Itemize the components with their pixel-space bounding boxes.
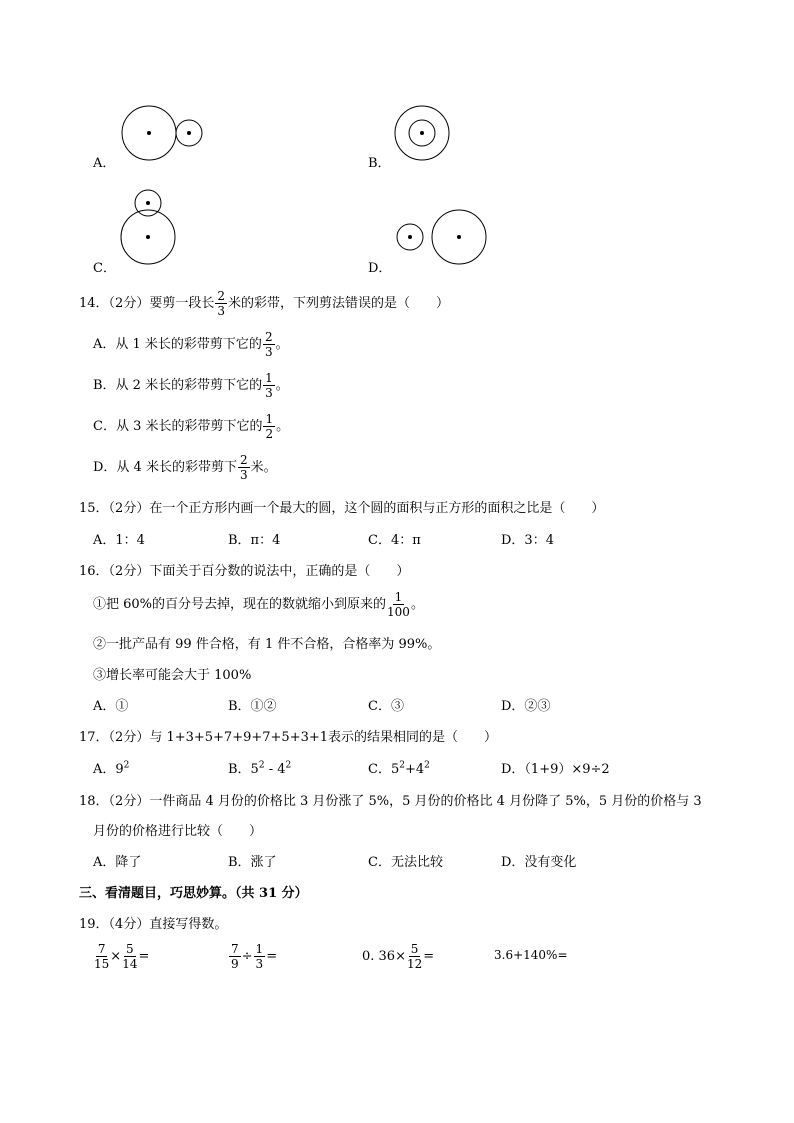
q14-option-a: A．从 1 米长的彩带剪下它的 $\frac{2}{3}$ 。 xyxy=(93,330,289,359)
q18-option-d: D．没有变化 xyxy=(501,855,577,870)
q15-option-b: B．π：4 xyxy=(228,533,281,548)
q19-expression-1: $\frac{7}{15}$ × $\frac{5}{14}$ = xyxy=(94,942,150,971)
option-b-figure xyxy=(395,106,449,160)
q15-stem: 15．（2分）在一个正方形内画一个最大的圆，这个圆的面积与正方形的面积之比是（ ） xyxy=(79,501,605,516)
q17-option-a: A．$9^2$ xyxy=(93,760,130,777)
q17-option-b: B．$5^2 - 4^2$ xyxy=(228,760,292,777)
q13-option-b-label: B． xyxy=(368,156,391,171)
q18-option-a: A．降了 xyxy=(93,855,142,870)
q15-option-d: D．3：4 xyxy=(501,533,554,548)
q13-figures xyxy=(0,0,794,290)
q16-option-a: A．① xyxy=(93,699,129,714)
option-d-figure xyxy=(397,210,486,264)
q16-statement-1: ①把 60%的百分号去掉，现在的数就缩小到原来的 $\frac{1}{100}$ 。 xyxy=(93,590,424,619)
center-dot xyxy=(457,235,461,239)
q18-option-b: B．涨了 xyxy=(228,855,277,870)
q18-option-c: C．无法比较 xyxy=(368,855,443,870)
option-a-figure xyxy=(122,106,202,160)
fraction: $\frac{2}{3}$ xyxy=(217,289,225,318)
q16-option-d: D．②③ xyxy=(501,699,551,714)
q14-option-d: D．从 4 米长的彩带剪下 $\frac{2}{3}$ 米。 xyxy=(93,453,277,482)
q15-option-c: C．4：π xyxy=(368,533,421,548)
q19-expression-4: 3.6+140%= xyxy=(494,948,568,962)
fraction: $\frac{7}{9}$ xyxy=(231,942,239,971)
option-c-figure xyxy=(121,190,175,264)
q17-stem: 17．（2分）与 1+3+5+7+9+7+5+3+1表示的结果相同的是（ ） xyxy=(79,730,498,745)
fraction: $\frac{5}{14}$ xyxy=(122,942,138,971)
center-dot xyxy=(420,131,424,135)
fraction: $\frac{7}{15}$ xyxy=(94,942,110,971)
fraction: $\frac{1}{3}$ xyxy=(255,942,264,971)
center-dot xyxy=(147,131,151,135)
q19-stem: 19．（4分）直接写得数。 xyxy=(79,917,228,932)
q14-stem: 14．（2分）要剪一段长 $\frac{2}{3}$ 米的彩带，下列剪法错误的是（ ） xyxy=(79,289,449,318)
fraction: $\frac{2}{3}$ xyxy=(264,330,273,359)
q19-expression-3: 0. 36× $\frac{5}{12}$ = xyxy=(362,942,435,971)
fraction: $\frac{5}{12}$ xyxy=(406,942,423,971)
q16-stem: 16．（2分）下面关于百分数的说法中，正确的是（ ） xyxy=(79,564,410,579)
q16-option-b: B．①② xyxy=(228,699,277,714)
q14-option-b: B．从 2 米长的彩带剪下它的 $\frac{1}{3}$ 。 xyxy=(93,371,289,400)
q18-stem-line2: 月份的价格进行比较（ ） xyxy=(93,824,263,839)
q18-stem-line1: 18．（2分）一件商品 4 月份的价格比 3 月份涨了 5%，5 月份的价格比 4 月份降了 5%，5 月份的价格与 3 xyxy=(79,794,702,809)
q15-option-a: A．1：4 xyxy=(93,533,145,548)
q17-option-c: C．$5^2+4^2$ xyxy=(368,760,430,777)
fraction: $\frac{1}{2}$ xyxy=(265,412,274,441)
center-dot xyxy=(187,131,191,135)
q19-expression-2: $\frac{7}{9}$ ÷ $\frac{1}{3}$ = xyxy=(231,942,278,971)
q16-option-c: C．③ xyxy=(368,699,404,714)
q13-option-d-label: D． xyxy=(368,261,392,276)
section-3-title: 三、看清题目，巧思妙算。（共 31 分） xyxy=(79,886,308,901)
q14-option-c: C．从 3 米长的彩带剪下它的 $\frac{1}{2}$ 。 xyxy=(93,412,290,441)
center-dot xyxy=(146,235,150,239)
q16-statement-2: ②一批产品有 99 件合格，有 1 件不合格，合格率为 99%。 xyxy=(93,637,441,652)
center-dot xyxy=(146,201,150,205)
fraction: $\frac{1}{100}$ xyxy=(387,590,410,619)
center-dot xyxy=(408,235,412,239)
fraction: $\frac{2}{3}$ xyxy=(239,453,248,482)
q13-option-a-label: A． xyxy=(93,156,116,171)
q13-option-c-label: C． xyxy=(93,261,116,276)
q17-option-d: D．（1+9）×9÷2 xyxy=(501,762,610,777)
fraction: $\frac{1}{3}$ xyxy=(265,371,273,400)
q16-statement-3: ③增长率可能会大于 100% xyxy=(93,668,252,683)
